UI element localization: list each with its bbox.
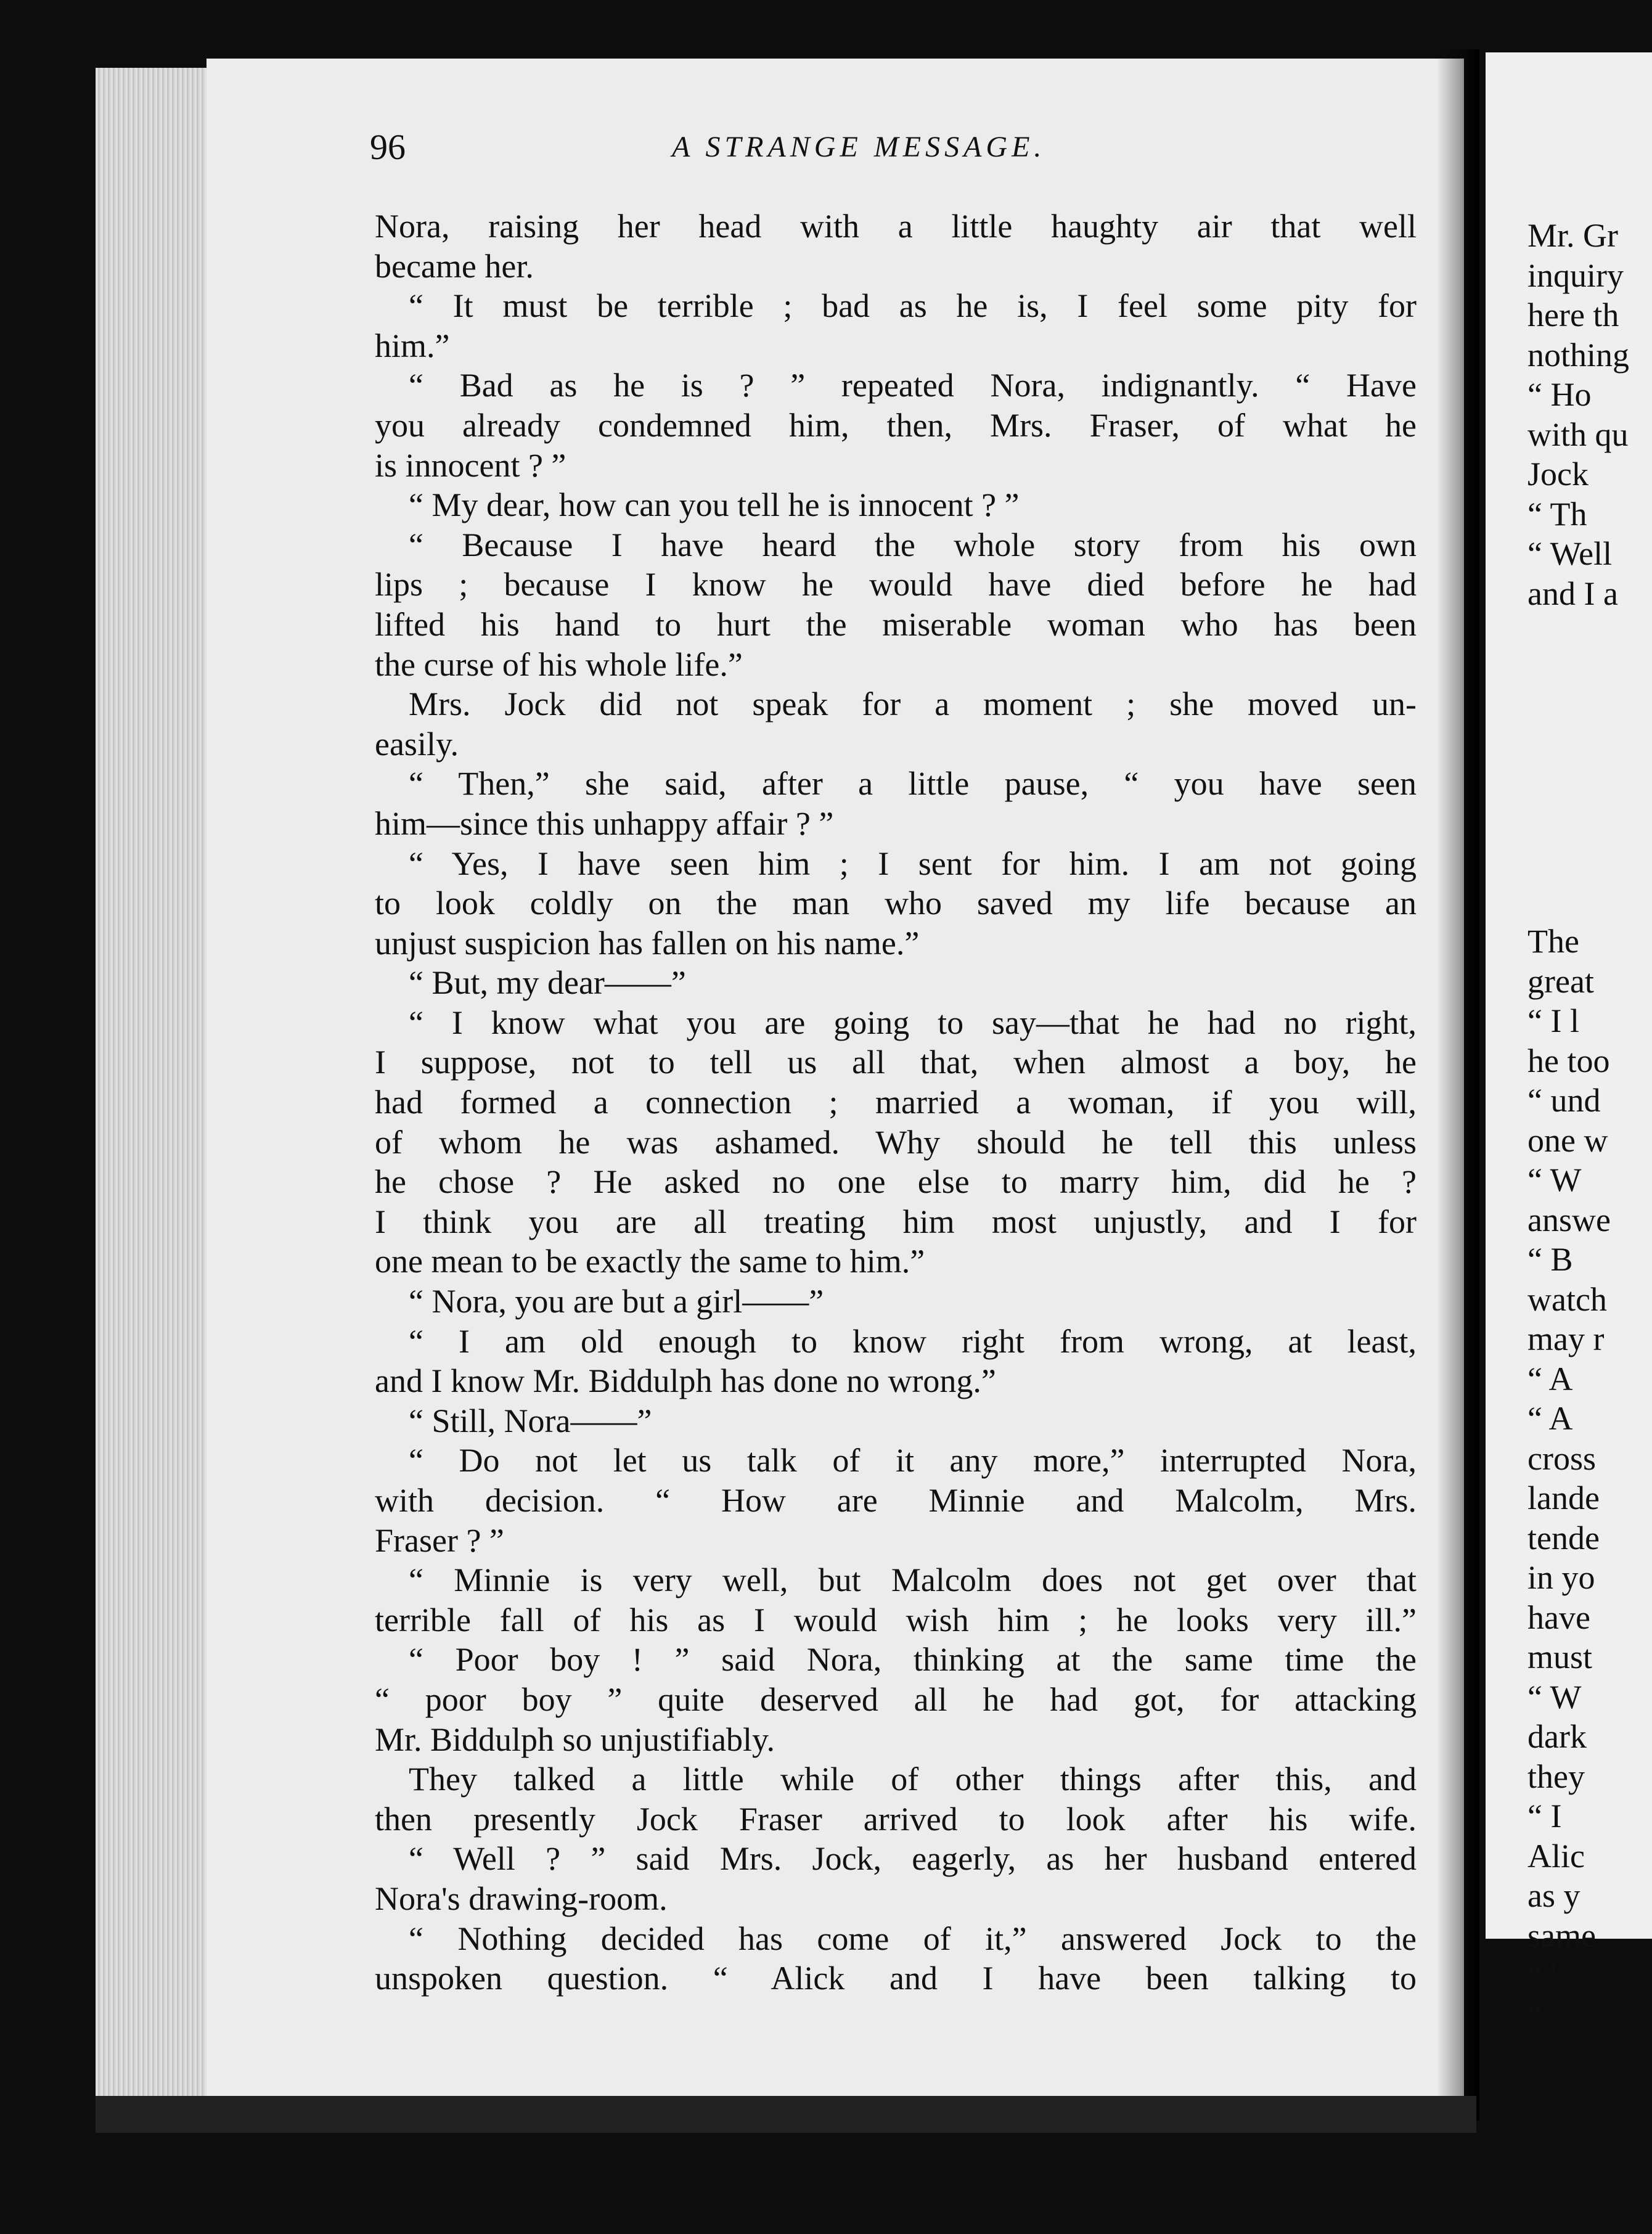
text-line: “ Well ? ” said Mrs. Jock, eagerly, as her husband entered — [409, 1840, 1417, 1878]
text-line: “ It must be terrible ; bad as he is, I feel some pity for — [409, 287, 1417, 325]
right-text-line: they — [1527, 1757, 1585, 1795]
text-line: They talked a little while of other things after this, and — [409, 1761, 1417, 1798]
text-line: “ Nothing decided has come of it,” answered Jock to the — [409, 1920, 1417, 1957]
right-text-line: inquiry — [1527, 256, 1624, 294]
right-text-line: tende — [1527, 1519, 1600, 1557]
page-edges — [96, 68, 210, 2096]
text-line: unspoken question. “ Alick and I have been talking to — [375, 1960, 1417, 1997]
right-text-line: in yo — [1527, 1559, 1595, 1596]
right-text-line: one w — [1527, 1121, 1608, 1159]
right-text-line: “ A — [1527, 1400, 1573, 1437]
right-text-line: and I a — [1527, 575, 1618, 612]
text-line: Nora, raising her head with a little haughty air that well — [375, 208, 1417, 245]
text-line: Nora's drawing-room. — [375, 1880, 668, 1917]
text-line: to look coldly on the man who saved my life because an — [375, 885, 1417, 922]
text-line: I suppose, not to tell us all that, when almost a boy, he — [375, 1044, 1417, 1081]
text-line: became her. — [375, 247, 534, 285]
text-line: Mrs. Jock did not speak for a moment ; she moved un- — [409, 685, 1417, 723]
text-line: “ poor boy ” quite deserved all he had got, for attacking — [375, 1680, 1417, 1718]
left-page-body-text — [375, 207, 1417, 1999]
text-line: “ But, my dear——” — [409, 964, 686, 1002]
text-line: then presently Jock Fraser arrived to look after his wife. — [375, 1800, 1417, 1838]
text-line: “ Minnie is very well, but Malcolm does not get over that — [409, 1561, 1417, 1599]
text-line: “ Yes, I have seen him ; I sent for him. I am not going — [409, 845, 1417, 882]
right-text-line: “ Ho — [1527, 376, 1592, 413]
right-text-line: “ ' — [1527, 1957, 1557, 1994]
text-line: “ Because I have heard the whole story from his own — [409, 526, 1417, 563]
text-line: Fraser ? ” — [375, 1521, 504, 1559]
right-text-line: “ und — [1527, 1082, 1601, 1119]
text-line: lifted his hand to hurt the miserable woman who has been — [375, 605, 1417, 643]
right-text-line: Jock — [1527, 456, 1589, 493]
right-page-gap — [1527, 613, 1652, 922]
right-page-partial-text — [1527, 216, 1652, 2035]
right-text-line: nothing — [1527, 336, 1630, 374]
right-text-line: watch — [1527, 1280, 1607, 1318]
text-line: lips ; because I know he would have died before he had — [375, 566, 1417, 604]
right-text-line: dark — [1527, 1718, 1587, 1755]
text-line: “ Bad as he is ? ” repeated Nora, indignantly. “ Have — [409, 367, 1417, 404]
text-line: he chose ? He asked no one else to marry him, did he ? — [375, 1163, 1417, 1201]
text-line: terrible fall of his as I would wish him ; he looks very ill.” — [375, 1601, 1417, 1639]
right-text-line: “ I — [1527, 1798, 1562, 1835]
text-line: “ Then,” she said, after a little pause, “ you have seen — [409, 765, 1417, 803]
running-title: A STRANGE MESSAGE. — [672, 131, 1046, 163]
right-text-line: he too — [1527, 1042, 1610, 1079]
right-text-line: “ Th — [1527, 495, 1587, 533]
text-line: “ Do not let us talk of it any more,” interrupted Nora, — [409, 1442, 1417, 1479]
text-line: had formed a connection ; married a woman, if you will, — [375, 1084, 1417, 1121]
text-line: him—since this unhappy affair ? ” — [375, 804, 834, 842]
running-header — [370, 126, 1418, 176]
right-text-line: lande — [1527, 1479, 1600, 1516]
right-text-line: here th — [1527, 297, 1619, 333]
text-line: “ Nora, you are but a girl——” — [409, 1283, 824, 1320]
text-line: is innocent ? ” — [375, 446, 566, 484]
right-text-line: great — [1527, 962, 1594, 1000]
text-line: one mean to be exactly the same to him.” — [375, 1243, 925, 1280]
text-line: with decision. “ How are Minnie and Malcolm, Mrs. — [375, 1482, 1417, 1519]
right-text-line: may r — [1527, 1320, 1605, 1357]
text-line: him.” — [375, 327, 450, 364]
right-text-line: “ I l — [1527, 1002, 1579, 1039]
right-text-line: must — [1527, 1639, 1593, 1676]
text-line: “ I am old enough to know right from wrong, at least, — [409, 1322, 1417, 1360]
right-text-line: cross — [1527, 1439, 1596, 1477]
right-text-line: Mr. Gr — [1527, 217, 1618, 254]
text-line: “ I know what you are going to say—that he had no right, — [409, 1004, 1417, 1041]
text-line: easily. — [375, 725, 459, 763]
right-text-line: “ W — [1527, 1678, 1582, 1716]
right-text-line: “ W — [1527, 1161, 1582, 1198]
text-line: “ Still, Nora——” — [409, 1402, 652, 1439]
right-text-line: “ — [1527, 1996, 1542, 2034]
text-line: “ My dear, how can you tell he is innocent ? ” — [409, 486, 1020, 524]
book-gutter — [1436, 49, 1479, 2121]
page-bottom-shadow — [96, 2096, 1476, 2133]
text-line: you already condemned him, then, Mrs. Fraser, of what he — [375, 406, 1417, 444]
text-line: unjust suspicion has fallen on his name.” — [375, 924, 920, 962]
text-line: and I know Mr. Biddulph has done no wrong.” — [375, 1362, 996, 1400]
right-text-line: The — [1527, 923, 1579, 960]
right-text-line: answe — [1527, 1201, 1611, 1238]
right-text-line: “ B — [1527, 1241, 1573, 1278]
right-text-line: as y — [1527, 1877, 1580, 1914]
page-number: 96 — [370, 127, 406, 167]
text-line: of whom he was ashamed. Why should he tell this unless — [375, 1123, 1417, 1161]
right-text-line: same — [1527, 1917, 1596, 1954]
text-line: the curse of his whole life.” — [375, 645, 743, 683]
text-line: Mr. Biddulph so unjustifiably. — [375, 1721, 775, 1758]
right-text-line: Alic — [1527, 1837, 1585, 1875]
text-line: I think you are all treating him most unjustly, and I for — [375, 1203, 1417, 1240]
right-text-line: “ Well — [1527, 535, 1613, 572]
right-text-line: with qu — [1527, 415, 1629, 453]
right-text-line: have — [1527, 1598, 1590, 1636]
text-line: “ Poor boy ! ” said Nora, thinking at the same time the — [409, 1641, 1417, 1679]
right-text-line: “ A — [1527, 1360, 1573, 1397]
